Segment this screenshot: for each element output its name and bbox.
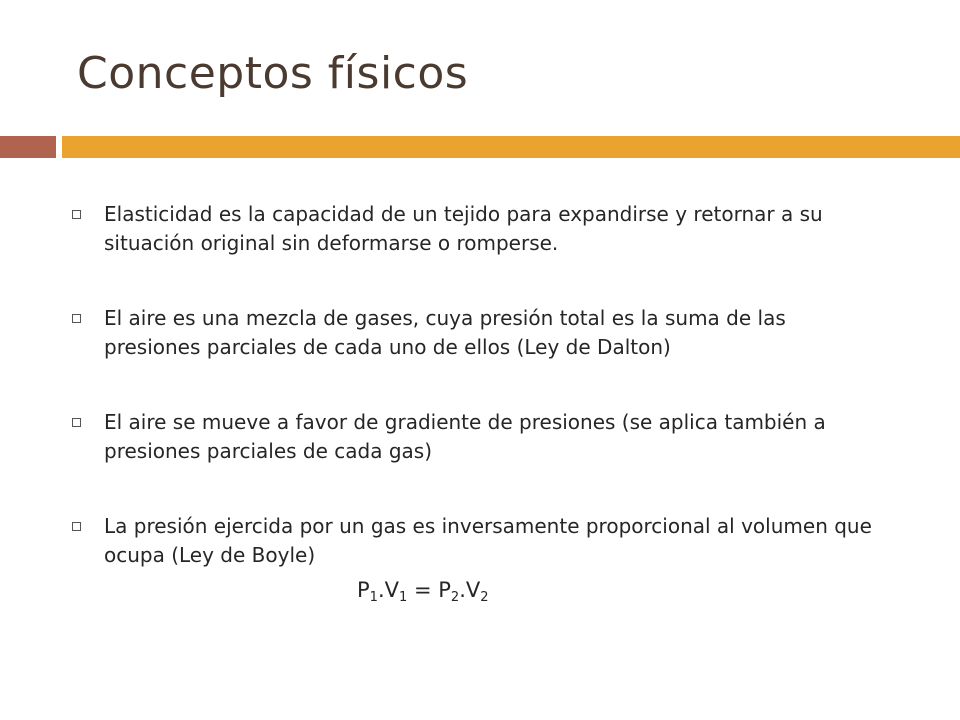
formula-sub-2: 2 bbox=[450, 590, 460, 605]
formula-sub-2b: 2 bbox=[480, 590, 489, 605]
title-accent-bar-left bbox=[0, 136, 56, 158]
bullet-text: El aire es una mezcla de gases, cuya presión total es la suma de las presiones parciales de cada uno de ellos (Ley de Dalton) bbox=[104, 306, 786, 359]
square-bullet-icon bbox=[72, 210, 81, 219]
title-accent-bar-right bbox=[62, 136, 960, 158]
bullet-item-elasticidad bbox=[72, 200, 872, 258]
bullet-item-dalton bbox=[72, 304, 872, 362]
formula-sub-1b: 1 bbox=[399, 590, 408, 605]
boyle-formula bbox=[357, 578, 489, 605]
bullet-text: El aire se mueve a favor de gradiente de presiones (se aplica también a presiones parciales de cada gas) bbox=[104, 410, 826, 463]
square-bullet-icon bbox=[72, 418, 81, 427]
formula-sub-1: 1 bbox=[369, 590, 378, 605]
formula-dot-v: .V bbox=[377, 578, 399, 602]
bullet-text: Elasticidad es la capacidad de un tejido para expandirse y retornar a su situación original sin deformarse o romperse. bbox=[104, 202, 823, 255]
bullet-list bbox=[72, 200, 872, 570]
formula-dot-v-2: .V bbox=[459, 578, 481, 602]
square-bullet-icon bbox=[72, 314, 81, 323]
square-bullet-icon bbox=[72, 522, 81, 531]
formula-p: P bbox=[357, 578, 370, 602]
bullet-text: La presión ejercida por un gas es inversamente proporcional al volumen que ocupa (Ley de Boyle) bbox=[104, 514, 872, 567]
bullet-item-gradiente bbox=[72, 408, 872, 466]
slide-title: Conceptos físicos bbox=[77, 48, 469, 99]
formula-equals-p: = P bbox=[407, 578, 451, 602]
bullet-item-boyle bbox=[72, 512, 872, 570]
